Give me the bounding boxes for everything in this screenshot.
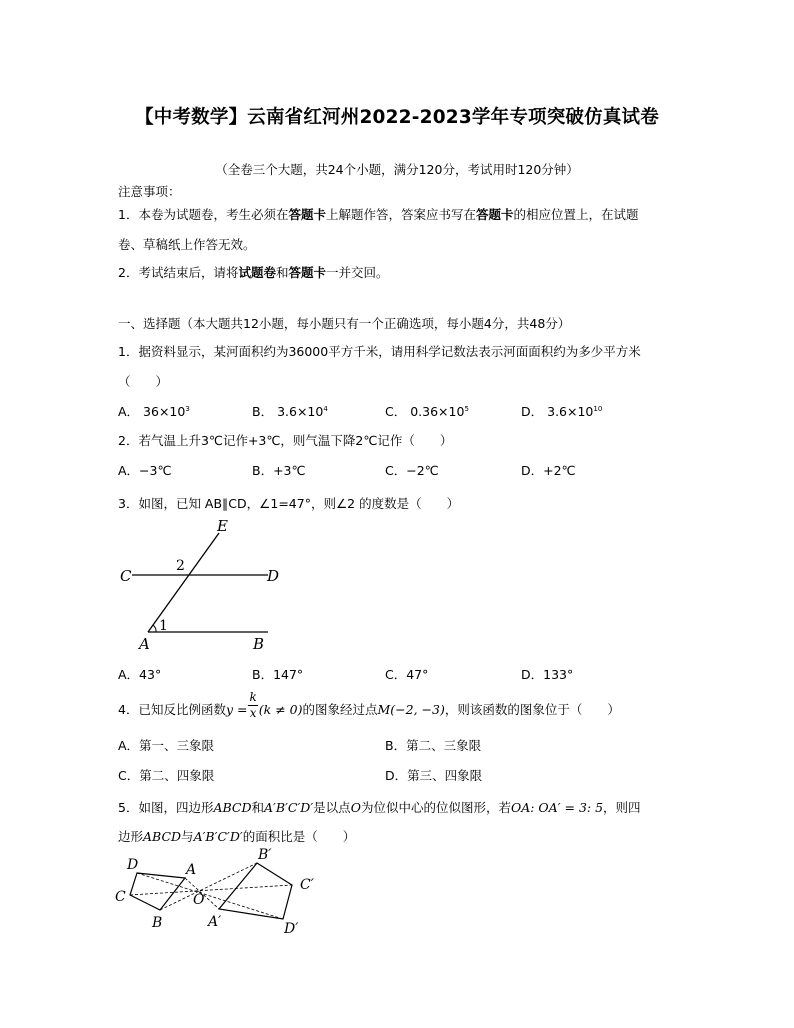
q5-line-1: 5．如图，四边形ABCD和A′B′C′D′是以点O为位似中心的位似图形，若OA: OA′ = 3: 5，则四 <box>118 800 641 815</box>
q3-figure <box>110 515 300 655</box>
angle-1-arc <box>153 625 156 632</box>
label-a: A <box>186 862 197 878</box>
label-b-prime: B′ <box>258 847 272 863</box>
label-c-prime: C′ <box>300 877 314 893</box>
label-c: C <box>115 889 126 905</box>
q4-option-a[interactable]: A．第一、三象限 <box>118 738 215 753</box>
q1-option-a[interactable]: A． $36\times 10^3$ <box>118 404 190 419</box>
q1-option-c[interactable]: C． $0.36\times 10^5$ <box>385 404 469 419</box>
page-title: 【中考数学】云南省红河州2022-2023学年专项突破仿真试卷 <box>135 107 659 128</box>
q5-line-2: 边形ABCD与A′B′C′D′的面积比是（ ） <box>118 829 356 844</box>
label-d: D <box>267 567 280 585</box>
label-d: D <box>127 857 139 873</box>
exam-subtitle: （全卷三个大题，共24个小题，满分120分，考试用时120分钟） <box>215 162 579 177</box>
notice-item-1-cont: 卷、草稿纸上作答无效。 <box>118 237 256 252</box>
label-angle-2: 2 <box>176 558 185 574</box>
quad-abcd-prime <box>219 863 292 919</box>
q4-option-c[interactable]: C．第二、四象限 <box>118 768 215 783</box>
label-b: B <box>253 635 265 653</box>
label-angle-1: 1 <box>159 618 168 634</box>
q2-option-c[interactable]: C．−2℃ <box>385 463 439 478</box>
q2-option-b[interactable]: B．+3℃ <box>252 463 306 478</box>
dashed-lines <box>130 863 292 919</box>
q3-option-d[interactable]: D．133° <box>521 667 574 682</box>
notice-item-1: 1．本卷为试题卷，考生必须在答题卡上解题作答，答案应书写在答题卡的相应位置上，在试题 <box>118 207 639 222</box>
notice-heading: 注意事项： <box>118 184 181 199</box>
label-d-prime: D′ <box>284 921 299 937</box>
notice-item-2: 2．考试结束后，请将试题卷和答题卡一并交回。 <box>118 265 389 280</box>
q4-option-b[interactable]: B．第二、三象限 <box>385 738 482 753</box>
q3-option-b[interactable]: B．147° <box>252 667 304 682</box>
label-a-prime: A′ <box>208 914 222 930</box>
q1-option-d[interactable]: D． $3.6\times 10^{10}$ <box>521 404 603 419</box>
label-c: C <box>120 567 132 585</box>
q1-option-b[interactable]: B． $3.6\times 10^4$ <box>252 404 328 419</box>
q1-stem: 1．据资料显示，某河面积约为36000平方千米，请用科学记数法表示河面面积约为多少平方米 <box>118 344 641 359</box>
label-o: O <box>193 892 205 908</box>
q2-option-a[interactable]: A．−3℃ <box>118 463 172 478</box>
section-heading: 一、选择题（本大题共12小题，每小题只有一个正确选项，每小题4分，共48分） <box>118 316 571 331</box>
label-e: E <box>217 517 228 535</box>
label-a: A <box>139 635 150 653</box>
label-b: B <box>152 915 163 931</box>
q3-option-c[interactable]: C．47° <box>385 667 429 682</box>
q3-stem: 3．如图，已知 AB∥CD，∠1=47°，则∠2 的度数是（ ） <box>118 496 460 511</box>
q4-stem: 4．已知反比例函数y = $\frac{k}{x}$ (k ≠ 0)的图象经过点M(−2, −3)，则该函数的图象位于（ ） <box>118 690 620 720</box>
q4-option-d[interactable]: D．第三、四象限 <box>385 768 483 783</box>
q5-figure <box>110 843 330 938</box>
q2-option-d[interactable]: D．+2℃ <box>521 463 576 478</box>
q4-fraction: $\frac{k}{x}$ <box>249 690 257 720</box>
q1-paren: （ ） <box>118 374 169 389</box>
quad-abcd <box>130 873 185 910</box>
q2-stem: 2．若气温上升3℃记作+3℃，则气温下降2℃记作（ ） <box>118 433 453 448</box>
q3-option-a[interactable]: A．43° <box>118 667 162 682</box>
